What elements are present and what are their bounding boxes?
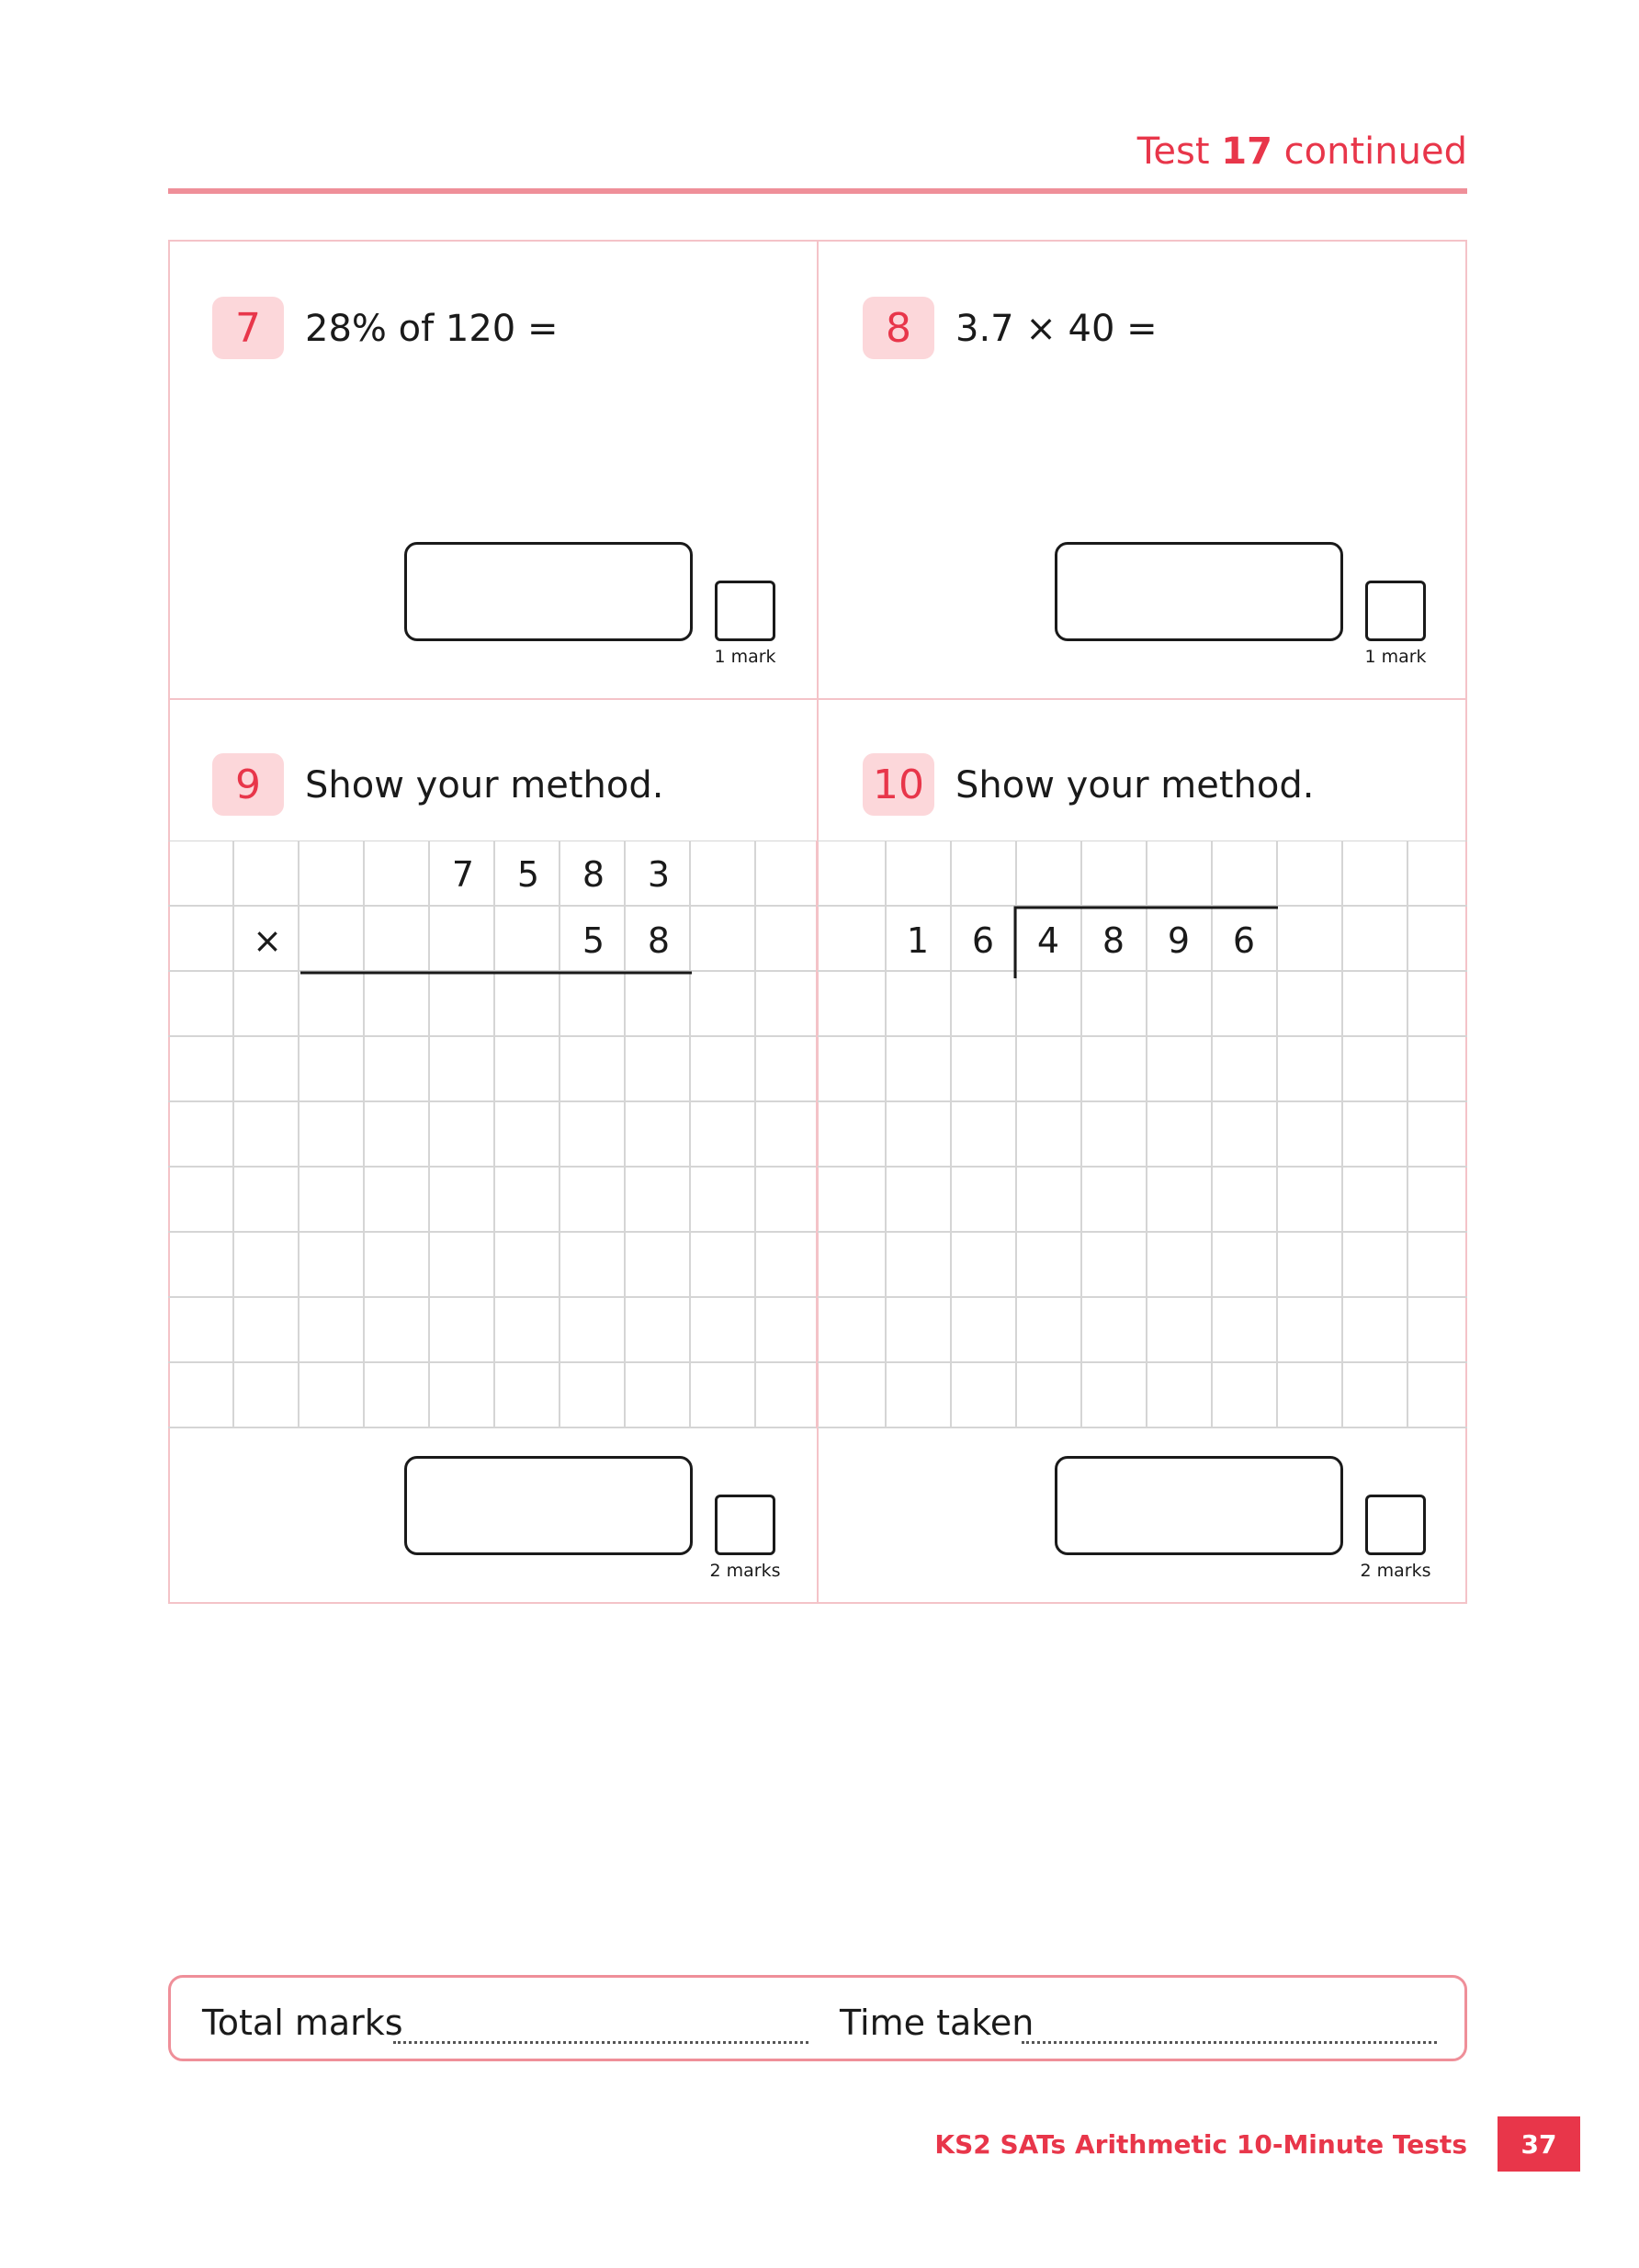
question-9-mark-box[interactable]: [715, 1495, 775, 1555]
question-7-mark-box[interactable]: [715, 581, 775, 641]
q9-digit: 7: [451, 854, 475, 895]
test-number: 17: [1221, 130, 1272, 173]
question-9-answer-box[interactable]: [404, 1456, 693, 1555]
question-9-number: 9: [212, 753, 284, 816]
q10-digit: 6: [1232, 920, 1256, 961]
page-header-title: [1137, 130, 1467, 173]
total-marks-label: Total marks: [202, 2003, 403, 2043]
q9-digit: 5: [516, 854, 540, 895]
time-taken-label: Time taken: [840, 2003, 1034, 2043]
question-8-number: 8: [863, 297, 934, 359]
question-9-text: Show your method.: [305, 764, 664, 807]
q9-digit: 8: [647, 920, 671, 961]
question-7-number: 7: [212, 297, 284, 359]
q10-digit: 8: [1102, 920, 1125, 961]
working-grids[interactable]: [168, 841, 1467, 1428]
question-10-number: 10: [863, 753, 934, 816]
q9-digit: 3: [647, 854, 671, 895]
q9-digit: 5: [582, 920, 605, 961]
book-title: KS2 SATs Arithmetic 10-Minute Tests: [934, 2129, 1467, 2160]
header-prefix: Test: [1136, 130, 1210, 173]
question-10-mark-box[interactable]: [1365, 1495, 1426, 1555]
question-8-answer-box[interactable]: [1055, 542, 1343, 641]
question-7-answer-box[interactable]: [404, 542, 693, 641]
q10-digit: 9: [1167, 920, 1191, 961]
question-7-text: 28% of 120 =: [305, 308, 559, 350]
q10-digit: 1: [906, 920, 930, 961]
q10-digit: 4: [1036, 920, 1060, 961]
page-number: 37: [1498, 2116, 1580, 2172]
time-taken-field[interactable]: [1022, 2041, 1437, 2044]
question-10-marks-label: 2 marks: [1360, 1561, 1431, 1581]
multiply-sign: ×: [253, 920, 282, 961]
question-10-answer-box[interactable]: [1055, 1456, 1343, 1555]
q10-digit: 6: [971, 920, 995, 961]
question-10-text: Show your method.: [955, 764, 1315, 807]
q9-digit: 8: [582, 854, 605, 895]
total-marks-field[interactable]: [393, 2041, 808, 2044]
question-8-mark-box[interactable]: [1365, 581, 1426, 641]
header-rule: [168, 188, 1467, 194]
row-divider: [168, 698, 1467, 700]
question-8-marks-label: 1 mark: [1364, 647, 1427, 667]
question-9-working: [253, 854, 692, 973]
header-suffix: continued: [1283, 130, 1467, 173]
question-10-working: [907, 908, 1278, 978]
question-8-text: 3.7 × 40 =: [955, 308, 1158, 350]
question-9-marks-label: 2 marks: [709, 1561, 781, 1581]
question-7-marks-label: 1 mark: [714, 647, 776, 667]
grid-lines: [168, 841, 1467, 1428]
